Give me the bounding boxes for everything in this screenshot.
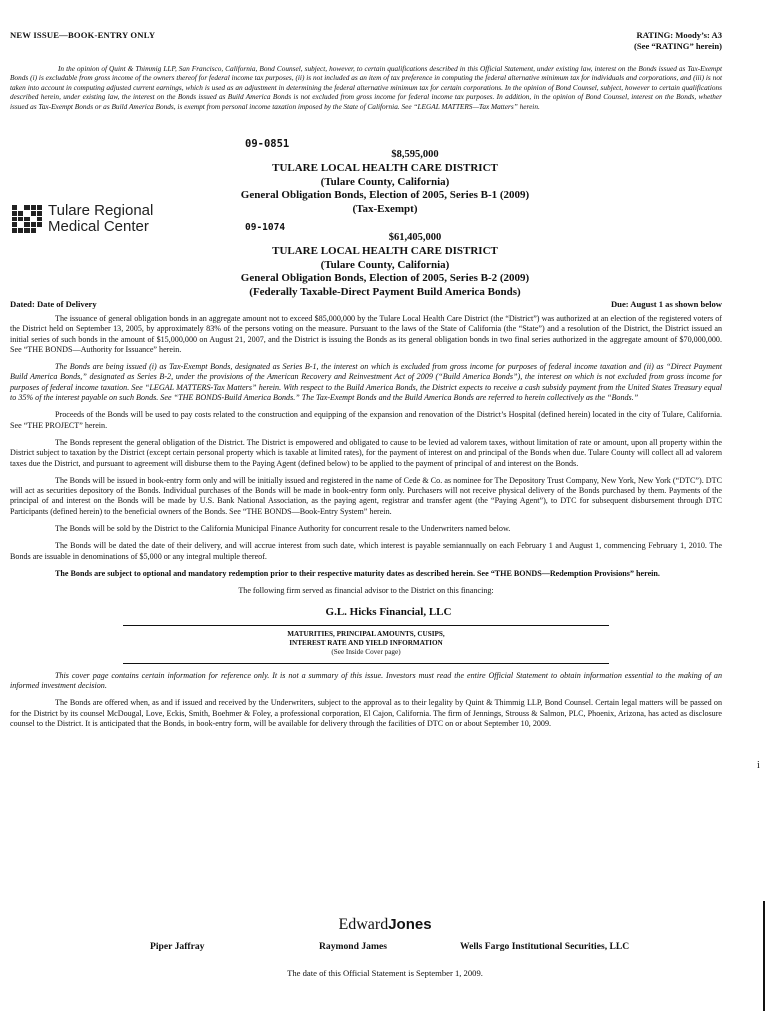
rating-block [634, 30, 722, 51]
paragraph-book-entry: The Bonds will be issued in book-entry form only and will be initially issued and registered in the name of Cede & Co. as nominee for The Depository Trust Company, New York, New York (“DTC”). DTC will act as securities depository of the Bonds. Individual purchases of the Bonds will be made in book-entry form only. Purchasers will not receive physical delivery of the Bonds purchased by them. Payments of the principal of and interest on the Bonds will be made by U.S. Bank National Association, as the paying agent, registrar and transfer agent (the “Paying Agent”), to DTC for subsequent disbursement through DTC Participants (defined herein) to the beneficial owners of the Bonds. See “THE BONDS—Book-Entry System” herein. [10, 475, 722, 516]
series-b1-amount: $8,595,000 [391, 149, 439, 160]
advisor-intro: The following firm served as financial advisor to the District on this financing: [238, 586, 494, 596]
paragraph-bond-types: The Bonds are being issued (i) as Tax-Exempt Bonds, designated as Series B-1, the interest on which is excluded from gross income for purposes of federal income taxation and (ii) as “Direct Payment Build America Bonds,” designated as Series B-2, under the provisions of the American Recovery and Reinvestment Act of 2009 (“Build America Bonds”), the interest on which is not excluded from gross income for purposes of federal income taxation. See “LEGAL MATTERS-Tax Matters” herein. With respect to the Build America Bonds, the District expects to receive a cash subsidy payment from the United States Treasury equal to 35% of the interest payable on such Bonds. See “THE BONDS-Build America Bonds.” The Tax-Exempt Bonds and the Build America Bonds are referred to herein collectively as the “Bonds.” [10, 362, 722, 403]
divider [123, 663, 609, 664]
paragraph-redemption: The Bonds are subject to optional and mandatory redemption prior to their respective maturity dates as described herein. See “THE BONDS—Redemption Provisions” herein. [55, 568, 660, 578]
lead-underwriter-logo: EdwardJones [338, 916, 432, 933]
paragraph-proceeds: Proceeds of the Bonds will be used to pay costs related to the construction and equipping of the expansion and renovation of the District’s Hospital (defined herein) located in the city of Tulare, California. See “THE PROJECT” herein. [10, 410, 722, 430]
margin-mark: i [757, 760, 760, 771]
paragraph-dating: The Bonds will be dated the date of their delivery, and will accrue interest from such date, which interest is payable semiannually on each February 1 and August 1, commencing February 1, 2010. The Bonds are issuable in denominations of $5,000 or any integral multiple thereof. [10, 541, 722, 561]
series-b2-title: TULARE LOCAL HEALTH CARE DISTRICT (Tulare County, California) General Obligation Bonds, Election of 2005, Series B-2 (2009) (Federally Taxable-Direct Payment Build America Bonds) [240, 245, 530, 298]
handwritten-note: 09-1074 [245, 222, 286, 233]
statement-date: The date of this Official Statement is September 1, 2009. [287, 968, 483, 978]
new-issue-label: NEW ISSUE—BOOK-ENTRY ONLY [10, 30, 156, 40]
underwriter: Piper Jaffray [150, 941, 205, 952]
due-date: Due: August 1 as shown below [610, 299, 722, 309]
financial-advisor: G.L. Hicks Financial, LLC [325, 605, 452, 618]
paragraph-authorization: The issuance of general obligation bonds in an aggregate amount not to exceed $85,000,000 by the Tulare Local Health Care District (the “District”) was authorized at an election of the registered voters of the District held on September 13, 2005, by approximately 83% of the persons voting on the measure. Pursuant to the laws of the State of California (the “State”) and a resolution of the District, the District issued an initial series of such bonds in the amount of $15,000,000 on August 21, 2007, and the District is issuing the Bonds as its general obligation bonds in two final series authorized in the aggregate amount of $70,000,000. See “THE BONDS—Authority for Issuance” herein. [10, 314, 722, 354]
bond-counsel-opinion: In the opinion of Quint & Thimmig LLP, San Francisco, California, Bond Counsel, subject, however, to certain qualifications described in this Official Statement, under existing law, interest on the Bonds issued as Tax-Exempt Bonds (i) is excludable from gross income of the owners thereof for federal income tax purposes, (ii) is not included as an item of tax preference in computing the federal alternative minimum tax for individuals and corporations, and (iii) is not taken into account in computing adjusted current earnings, which is used as an adjustment in determining the federal alternative minimum tax for certain corporations. In the opinion of Bond Counsel, subject, however to certain qualifications described herein, under existing law, the interest on the Bonds issued as Build America Bonds is not excluded from gross income for federal income tax purposes. In addition, in the opinion of Bond Counsel, interest on the Bonds, whether issued as Tax-Exempt Bonds or as Build America Bonds, is exempt from personal income taxation imposed by the State of California. See “LEGAL MATTERS—Tax Matters” herein. [10, 64, 722, 111]
paragraph-offering: The Bonds are offered when, as and if issued and received by the Underwriters, subject to the approval as to their legality by Quint & Thimmig LLP, Bond Counsel. Certain legal matters will be passed on for the District by its counsel McDougal, Love, Eckis, Smith, Boehmer & Foley, a professional corporation, El Cajon, California. The firm of Jennings, Strouss & Salmon, PLC, Phoenix, Arizona, has acted as disclosure counsel to the District. It is anticipated that the Bonds, in book-entry form, will be available for delivery through the facilities of DTC on or about September 10, 2009. [10, 698, 722, 729]
underwriter: Wells Fargo Institutional Securities, LLC [460, 941, 630, 952]
underwriter: Raymond James [319, 941, 387, 952]
logo-text: Tulare Regional Medical Center [48, 202, 154, 235]
rating-line: RATING: Moody’s: A3 [636, 30, 722, 40]
cover-body [10, 314, 722, 736]
rating-reference: (See “RATING” herein) [634, 40, 722, 51]
dated-date: Dated: Date of Delivery [10, 299, 97, 309]
scan-edge-bar [763, 901, 765, 1011]
divider [123, 625, 609, 626]
maturities-reference: MATURITIES, PRINCIPAL AMOUNTS, CUSIPS, INTEREST RATE AND YIELD INFORMATION (See Inside Cover page) [287, 629, 445, 656]
series-b2-amount: $61,405,000 [388, 232, 442, 243]
cover-page-note: This cover page contains certain information for reference only. It is not a summary of this issue. Investors must read the entire Official Statement to obtain information essential to the making of an informed investment decision. [10, 670, 722, 691]
paragraph-security: The Bonds represent the general obligation of the District. The District is empowered and obligated to cause to be levied ad valorem taxes, without limitation of rate or amount, upon all property within the District subject to taxation by the District (except certain personal property which is taxable at limited rates), for the payment of interest on and principal of the Bonds when due. Tulare County will collect all ad valorem taxes due the District, and pursuant to agreement will disburse them to the Paying Agent (defined below) to be applied to the payment of principal of and interest on the Bonds. [10, 437, 722, 468]
series-b1-title: TULARE LOCAL HEALTH CARE DISTRICT (Tulare County, California) General Obligation Bonds, Election of 2005, Series B-1 (2009) (Tax-Exempt) [240, 162, 530, 215]
handwritten-note: 09-0851 [245, 138, 290, 150]
paragraph-sale: The Bonds will be sold by the District to the California Municipal Finance Authority for concurrent resale to the Underwriters named below. [55, 524, 511, 534]
